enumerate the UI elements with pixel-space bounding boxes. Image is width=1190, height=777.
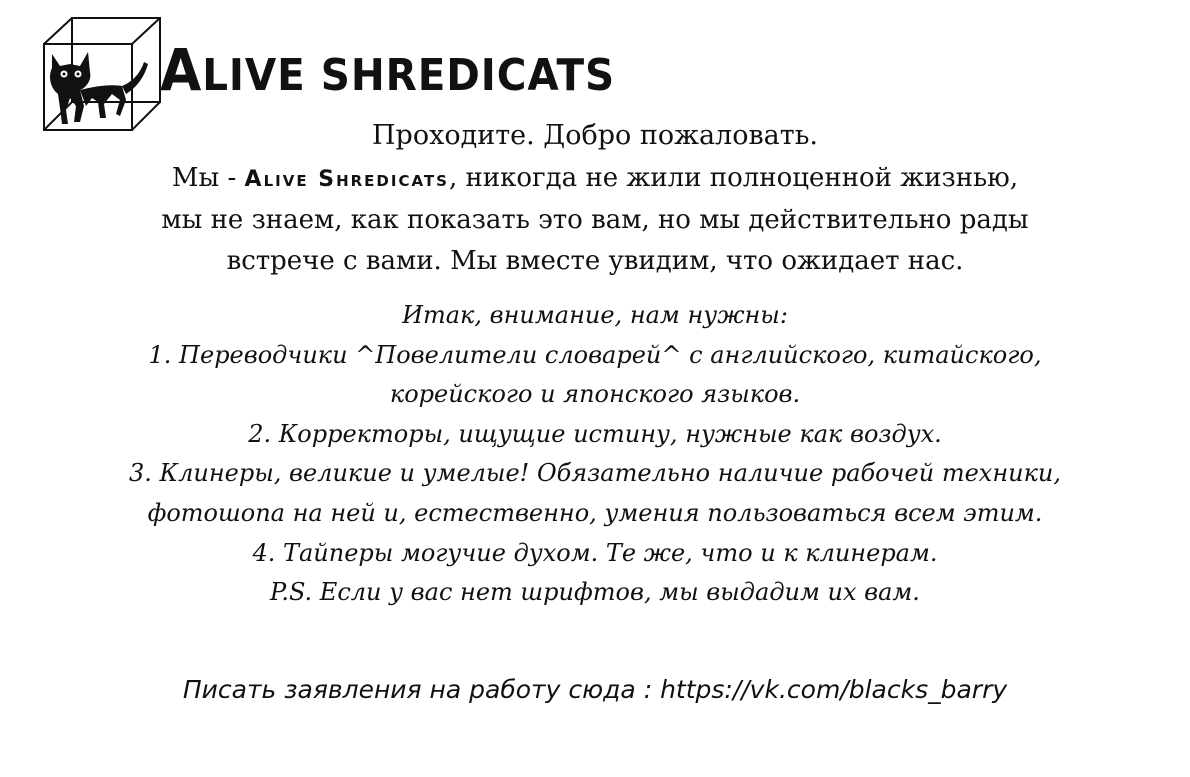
recruiting-line: 4. Тайперы могучие духом. Те же, что и к клинерам. <box>252 538 938 567</box>
brand-title-rest: LIVE SHREDICATS <box>202 50 616 101</box>
intro-line-1 <box>0 158 1190 200</box>
intro-line-2: мы не знаем, как показать это вам, но мы действительно рады <box>161 205 1029 235</box>
recruiting-line: корейского и японского языков. <box>389 380 801 409</box>
welcome-greeting: Проходите. Добро пожаловать. <box>372 120 818 151</box>
brand-title-initial: A <box>160 36 203 104</box>
recruiting-line: 1. Переводчики ^Повелители словарей^ с английского, китайского, <box>148 340 1042 369</box>
intro-paragraph <box>0 158 1190 282</box>
team-name: Alive Shredicats <box>244 167 449 192</box>
contact-line: Писать заявления на работу сюда : https://vk.com/blacks_barry <box>182 675 1008 704</box>
intro-line-3: встрече с вами. Мы вместе увидим, что ожидает нас. <box>226 246 964 276</box>
recruiting-line: P.S. Если у вас нет шрифтов, мы выдадим их вам. <box>270 578 920 607</box>
recruiting-line: 2. Корректоры, ищущие истину, нужные как воздух. <box>248 419 942 448</box>
intro-line-1-suffix: , никогда не жили полноценной жизнью, <box>448 163 1019 193</box>
intro-line-1-prefix: Мы - <box>171 163 245 193</box>
brand-title <box>160 36 616 106</box>
recruiting-line: 3. Клинеры, великие и умелые! Обязательно наличие рабочей техники, <box>128 459 1061 488</box>
recruiting-line: фотошопа на ней и, естественно, умения пользоваться всем этим. <box>147 498 1043 527</box>
recruiting-list <box>0 296 1190 613</box>
recruiting-heading: Итак, внимание, нам нужны: <box>402 301 788 329</box>
